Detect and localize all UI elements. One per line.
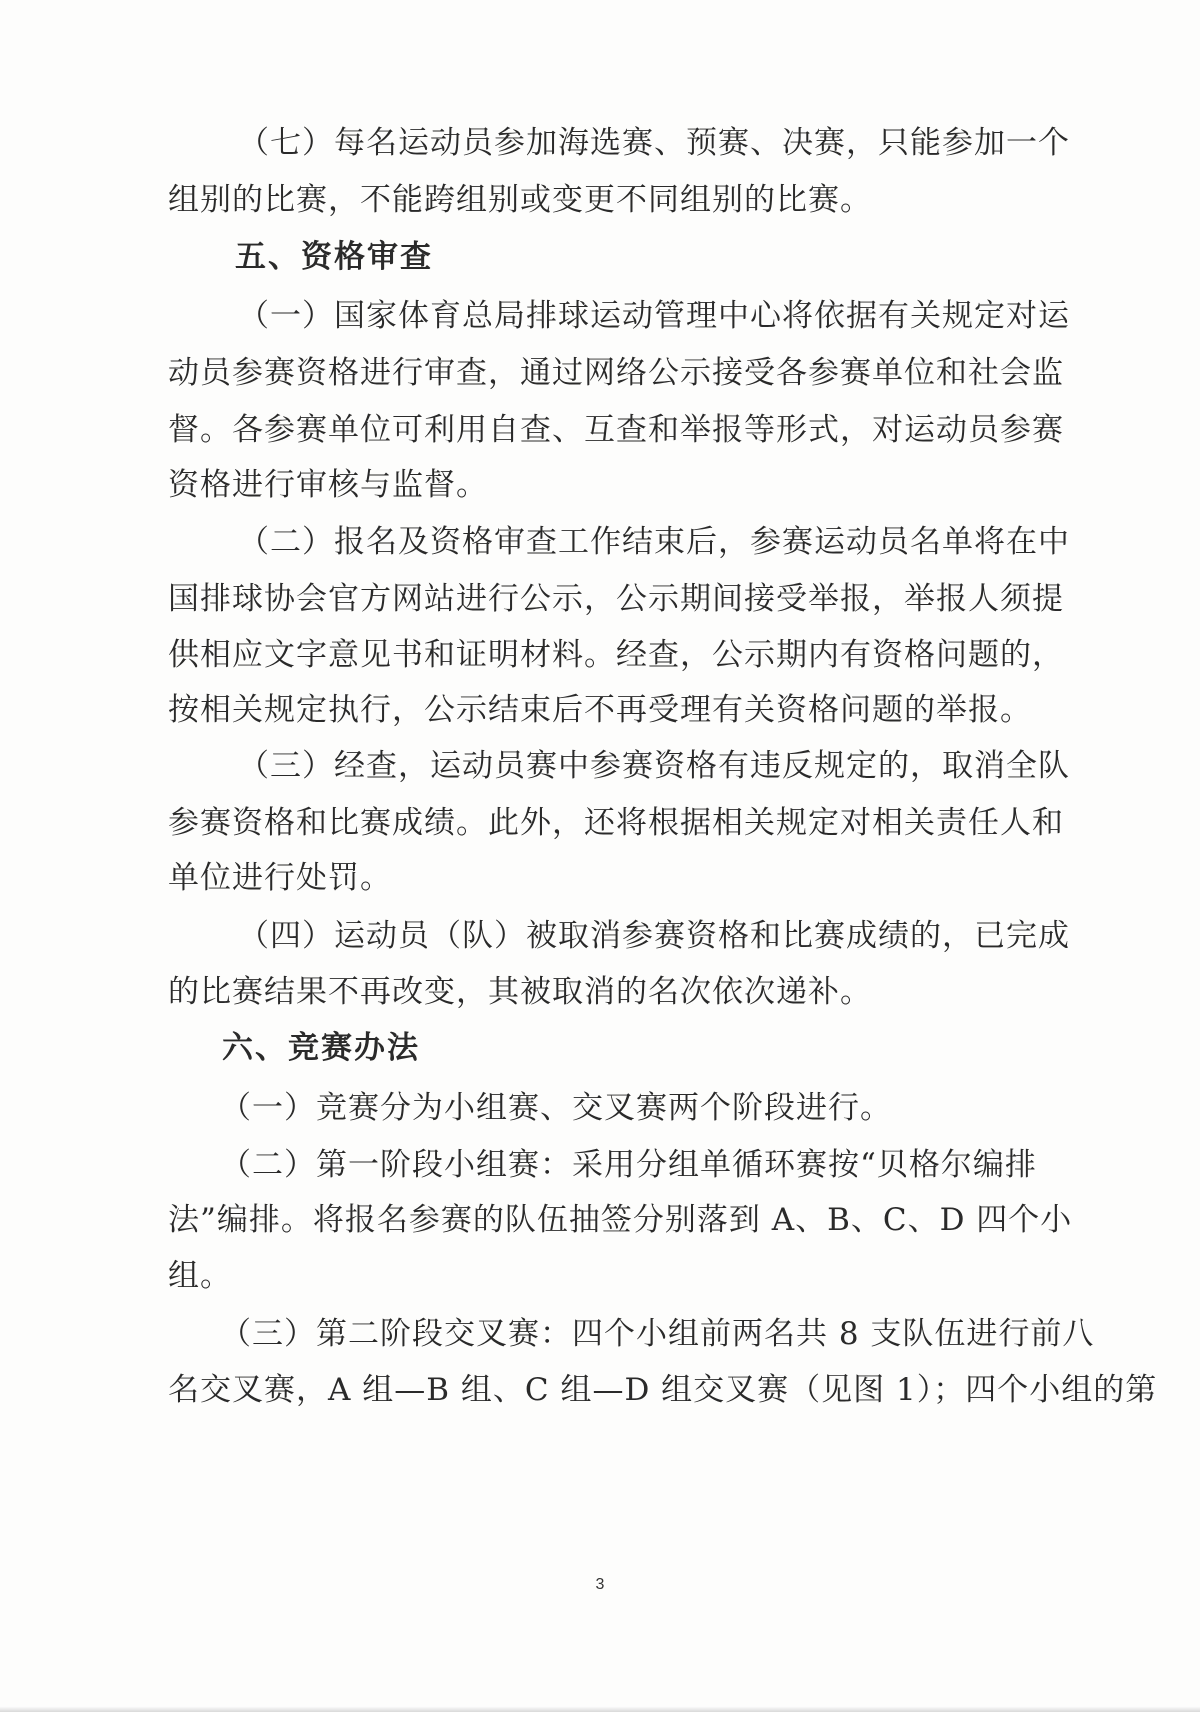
section-6-p2-line-3: 组。 <box>168 1258 232 1294</box>
section-6-p3-line-1: （三）第二阶段交叉赛：四个小组前两名共 8 支队伍进行前八 <box>220 1316 1095 1352</box>
section-5-p4-line-2: 的比赛结果不再改变，其被取消的名次依次递补。 <box>168 974 872 1010</box>
paragraph-7-line-2: 组别的比赛，不能跨组别或变更不同组别的比赛。 <box>168 182 872 218</box>
page-number: 3 <box>595 1576 605 1593</box>
paragraph-7-line-1: （七）每名运动员参加海选赛、预赛、决赛，只能参加一个 <box>238 125 1070 161</box>
section-6-p1-line-1: （一）竞赛分为小组赛、交叉赛两个阶段进行。 <box>220 1090 892 1126</box>
section-6-p2-line-1: （二）第一阶段小组赛：采用分组单循环赛按“贝格尔编排 <box>220 1147 1037 1183</box>
section-5-p1-line-1: （一）国家体育总局排球运动管理中心将依据有关规定对运 <box>238 298 1070 334</box>
section-5-p2-line-2: 国排球协会官方网站进行公示，公示期间接受举报，举报人须提 <box>168 581 1064 617</box>
section-5-p4-line-1: （四）运动员（队）被取消参赛资格和比赛成绩的，已完成 <box>238 918 1070 954</box>
section-5-p3-line-2: 参赛资格和比赛成绩。此外，还将根据相关规定对相关责任人和 <box>168 805 1064 841</box>
section-5-p3-line-3: 单位进行处罚。 <box>168 860 392 896</box>
section-5-p1-line-3: 督。各参赛单位可利用自查、互查和举报等形式，对运动员参赛 <box>168 412 1064 448</box>
section-6-p2-line-2: 法”编排。将报名参赛的队伍抽签分别落到 A、B、C、D 四个小 <box>168 1202 1073 1238</box>
section-6-heading: 六、竞赛办法 <box>222 1030 420 1066</box>
section-6-p3-line-2: 名交叉赛，A 组—B 组、C 组—D 组交叉赛（见图 1）；四个小组的第 <box>168 1372 1158 1408</box>
section-5-p2-line-4: 按相关规定执行，公示结束后不再受理有关资格问题的举报。 <box>168 692 1032 728</box>
section-5-p1-line-2: 动员参赛资格进行审查，通过网络公示接受各参赛单位和社会监 <box>168 355 1064 391</box>
section-5-p2-line-1: （二）报名及资格审查工作结束后，参赛运动员名单将在中 <box>238 524 1070 560</box>
section-5-p1-line-4: 资格进行审核与监督。 <box>168 467 488 503</box>
section-5-p2-line-3: 供相应文字意见书和证明材料。经查，公示期内有资格问题的， <box>168 637 1064 673</box>
scan-bottom-edge <box>0 1706 1200 1712</box>
section-5-heading: 五、资格审查 <box>235 239 433 275</box>
section-5-p3-line-1: （三）经查，运动员赛中参赛资格有违反规定的，取消全队 <box>238 748 1070 784</box>
